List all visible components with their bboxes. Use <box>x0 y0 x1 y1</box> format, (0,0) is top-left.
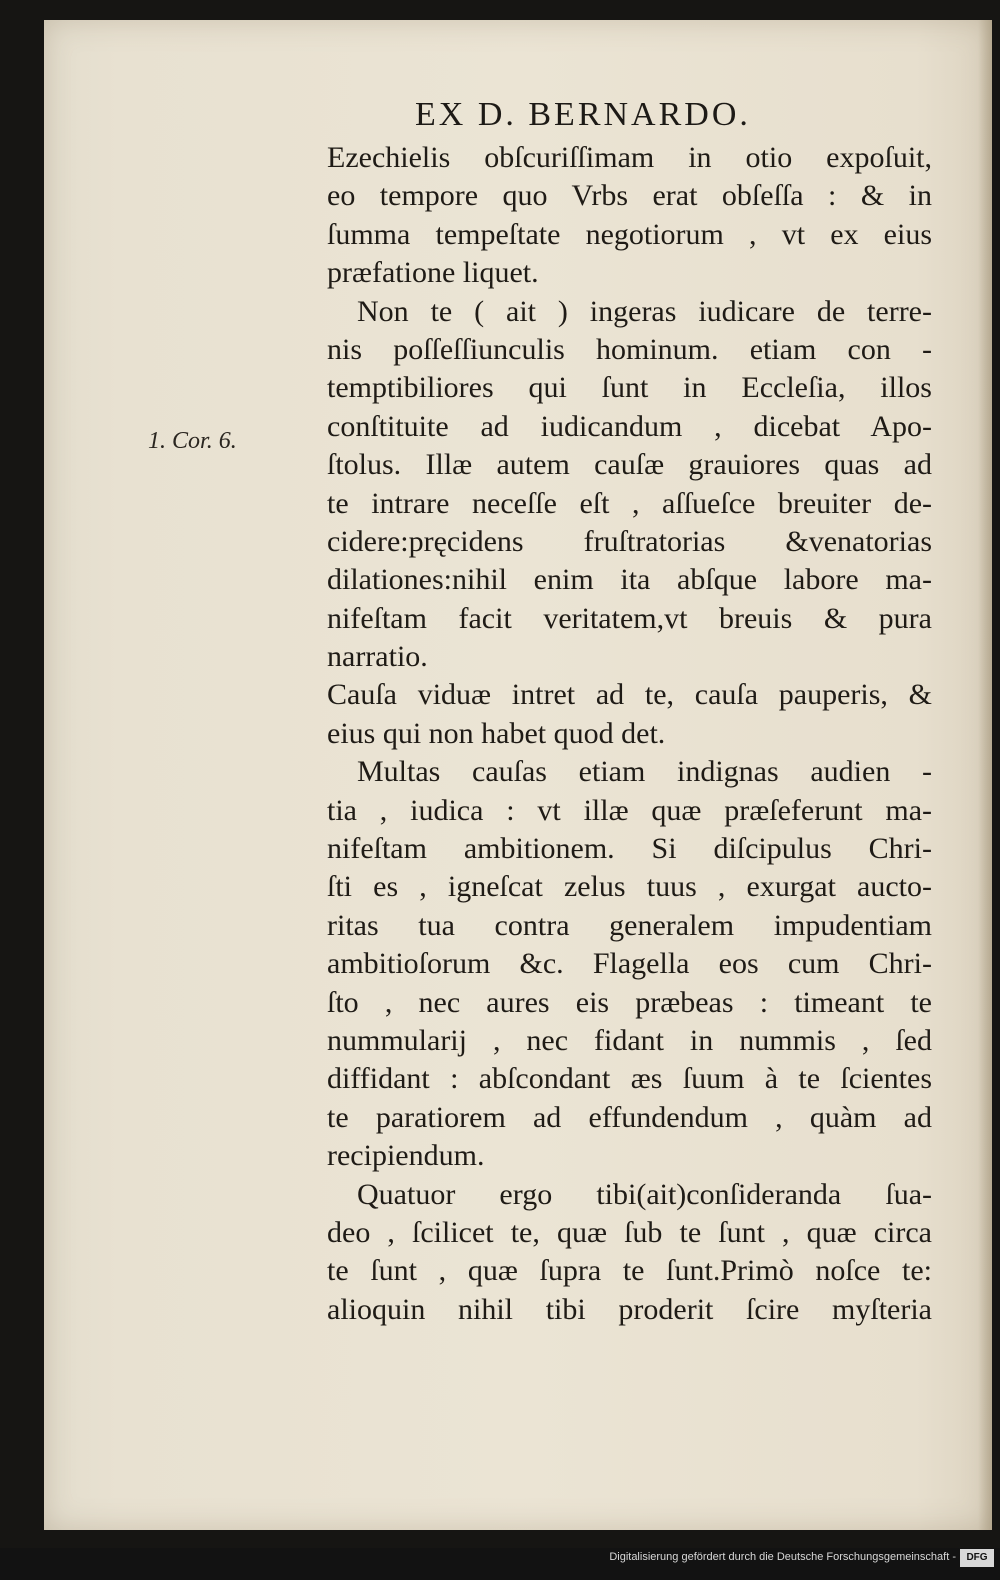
text-line: Cauſa viduæ intret ad te, cauſa pauperis, & <box>327 678 932 712</box>
text-line: deo , ſcilicet te, quæ ſub te ſunt , quæ circa <box>327 1215 932 1249</box>
dfg-logo: DFG <box>960 1549 994 1567</box>
text-line: Non te ( ait ) ingeras iudicare de terre- <box>357 294 932 328</box>
text-line: Multas cauſas etiam indignas audien - <box>357 755 932 789</box>
text-line: dilationes:nihil enim ita abſque labore ma- <box>327 563 932 597</box>
text-line: ritas tua contra generalem impudentiam <box>327 908 932 942</box>
text-line: eius qui non habet quod det. <box>327 716 666 750</box>
text-line: Quatuor ergo tibi(ait)conſideranda ſua- <box>357 1177 932 1211</box>
text-line: diffidant : abſcondant æs ſuum à te ſcientes <box>327 1062 932 1096</box>
text-line: recipiendum. <box>327 1139 485 1173</box>
text-line: alioquin nihil tibi proderit ſcire myſteria <box>327 1292 932 1326</box>
text-line: Ezechielis obſcuriſſimam in otio expoſuit, <box>327 141 932 174</box>
text-line: narratio. <box>327 640 428 674</box>
text-line: nifeſtam ambitionem. Si diſcipulus Chri- <box>327 832 932 866</box>
text-line: te ſunt , quæ ſupra te ſunt.Primò noſce te: <box>327 1254 932 1288</box>
text-line: cidere:pręcidens fruſtratorias &venatorias <box>327 524 932 558</box>
text-line: nis poſſeſſiunculis hominum. etiam con - <box>327 332 932 366</box>
body-text <box>327 139 932 1329</box>
text-line: temptibiliores qui ſunt in Eccleſia, illos <box>327 371 932 405</box>
text-line: tia , iudica : vt illæ quæ præſeferunt ma- <box>327 793 932 827</box>
text-line: præfatione liquet. <box>327 256 539 290</box>
footer-credit: Digitalisierung gefördert durch die Deutsche Forschungsgemeinschaft - <box>609 1551 956 1563</box>
text-line: ſumma tempeſtate negotiorum , vt ex eius <box>327 217 932 251</box>
running-head: EX D. BERNARDO. <box>415 96 751 133</box>
text-line: te intrare neceſſe eſt , aſſueſce breuiter de- <box>327 486 932 520</box>
text-line: ſti es , igneſcat zelus tuus , exurgat auctо- <box>327 870 932 904</box>
text-line: conſtituite ad iudicandum , dicebat Apo- <box>327 409 932 443</box>
text-line: ſto , nec aures eis præbeas : timeant te <box>327 985 932 1019</box>
text-line: ſtolus. Illæ autem cauſæ grauiores quas ad <box>327 448 932 482</box>
text-line: eo tempore quo Vrbs erat obſeſſa : & in <box>327 179 932 213</box>
marginal-note: 1. Cor. 6. <box>148 428 237 454</box>
text-line: nifeſtam facit veritatem,vt breuis & pura <box>327 601 932 635</box>
page-edge-shading <box>978 20 992 1530</box>
text-line: nummularij , nec fidant in nummis , ſed <box>327 1023 932 1057</box>
text-line: te paratiorem ad effundendum , quàm ad <box>327 1100 932 1134</box>
text-line: ambitioſorum &c. Flagella eos cum Chri- <box>327 947 932 981</box>
